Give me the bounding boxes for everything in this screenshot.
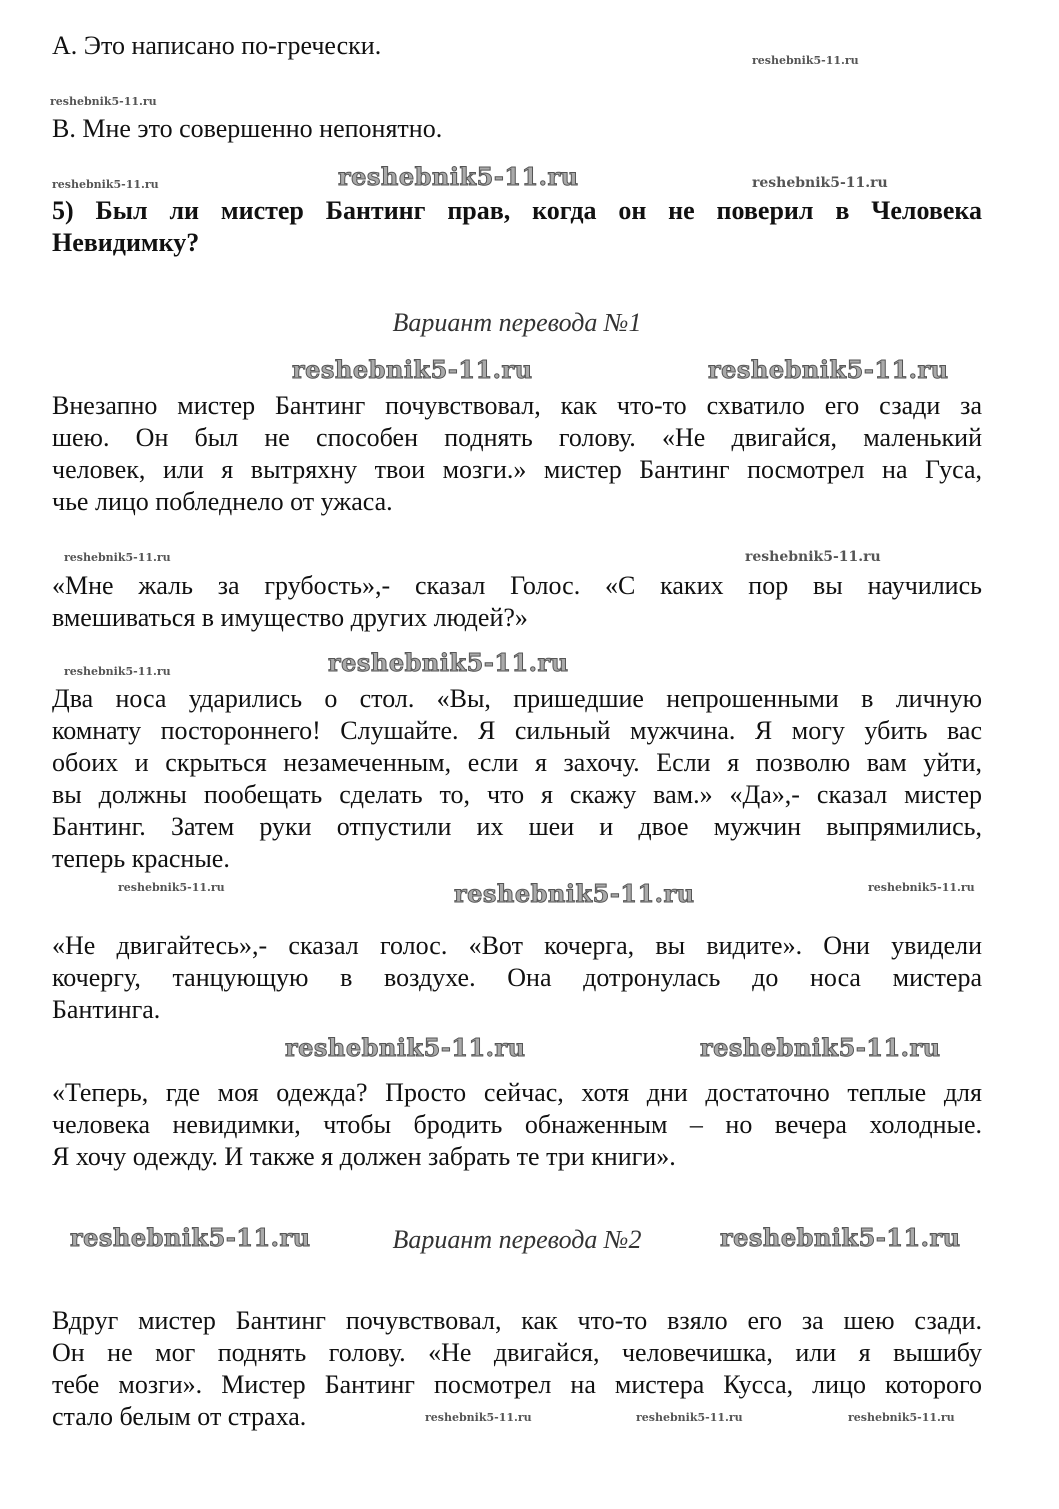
paragraph-line: человека невидимки, чтобы бродить обнаженным – но вечера холодные. [52,1110,982,1139]
watermark: reshebnik5-11.ru [752,54,859,67]
watermark: reshebnik5-11.ru [752,175,888,191]
paragraph-line: тебе мозги». Мистер Бантинг посмотрел на мистера Кусса, лицо которого [52,1370,982,1399]
watermark: reshebnik5-11.ru [70,1223,311,1252]
paragraph-line: человек, или я вытряхну твои мозги.» мистер Бантинг посмотрел на Гуса, [52,455,982,484]
watermark: reshebnik5-11.ru [636,1411,743,1424]
paragraph-line: «Мне жаль за грубость»,- сказал Голос. «С каких пор вы научились [52,571,982,600]
watermark: reshebnik5-11.ru [64,551,171,564]
watermark: reshebnik5-11.ru [64,665,171,678]
watermark: reshebnik5-11.ru [848,1411,955,1424]
watermark: reshebnik5-11.ru [50,95,157,108]
paragraph-line: «Теперь, где моя одежда? Просто сейчас, хотя дни достаточно теплые для [52,1078,982,1107]
answer-a: А. Это написано по-гречески. [52,31,382,60]
watermark: reshebnik5-11.ru [328,648,569,677]
variant-1-title: Вариант перевода №1 [392,308,642,337]
paragraph-line: кочергу, танцующую в воздухе. Она дотронулась до носа мистера [52,963,982,992]
paragraph-line: чье лицо побледнело от ужаса. [52,487,393,516]
paragraph-line: Внезапно мистер Бантинг почувствовал, как что-то схватило его сзади за [52,391,982,420]
watermark: reshebnik5-11.ru [118,881,225,894]
watermark: reshebnik5-11.ru [454,879,695,908]
paragraph-line: Бантинг. Затем руки отпустили их шеи и двое мужчин выпрямились, [52,812,982,841]
watermark: reshebnik5-11.ru [868,881,975,894]
watermark: reshebnik5-11.ru [720,1223,961,1252]
question-heading: 5) Был ли мистер Бантинг прав, когда он не поверил в Человека [52,196,982,225]
answer-b: В. Мне это совершенно непонятно. [52,114,443,143]
paragraph-line: теперь красные. [52,844,230,873]
watermark: reshebnik5-11.ru [285,1033,526,1062]
paragraph-line: «Не двигайтесь»,- сказал голос. «Вот кочерга, вы видите». Они увидели [52,931,982,960]
watermark: reshebnik5-11.ru [425,1411,532,1424]
watermark: reshebnik5-11.ru [745,549,881,565]
paragraph-line: Я хочу одежду. И также я должен забрать те три книги». [52,1142,676,1171]
paragraph-line: комнату постороннего! Слушайте. Я сильный мужчина. Я могу убить вас [52,716,982,745]
paragraph-line: вы должны пообещать сделать то, что я скажу вам.» «Да»,- сказал мистер [52,780,982,809]
watermark: reshebnik5-11.ru [292,355,533,384]
watermark: reshebnik5-11.ru [700,1033,941,1062]
paragraph-line: Бантинга. [52,995,161,1024]
paragraph-line: шею. Он был не способен поднять голову. «Не двигайся, маленький [52,423,982,452]
question-heading: Невидимку? [52,228,200,257]
watermark: reshebnik5-11.ru [52,178,159,191]
watermark: reshebnik5-11.ru [338,162,579,191]
paragraph-line: Вдруг мистер Бантинг почувствовал, как что-то взяло его за шею сзади. [52,1306,982,1335]
variant-2-title: Вариант перевода №2 [392,1225,642,1254]
paragraph-line: вмешиваться в имущество других людей?» [52,603,528,632]
paragraph-line: обоих и скрыться незамеченным, если я захочу. Если я позволю вам уйти, [52,748,982,777]
watermark: reshebnik5-11.ru [708,355,949,384]
paragraph-line: Он не мог поднять голову. «Не двигайся, человечишка, или я вышибу [52,1338,982,1367]
paragraph-line: стало белым от страха. [52,1402,307,1431]
paragraph-line: Два носа ударились о стол. «Вы, пришедшие непрошенными в личную [52,684,982,713]
